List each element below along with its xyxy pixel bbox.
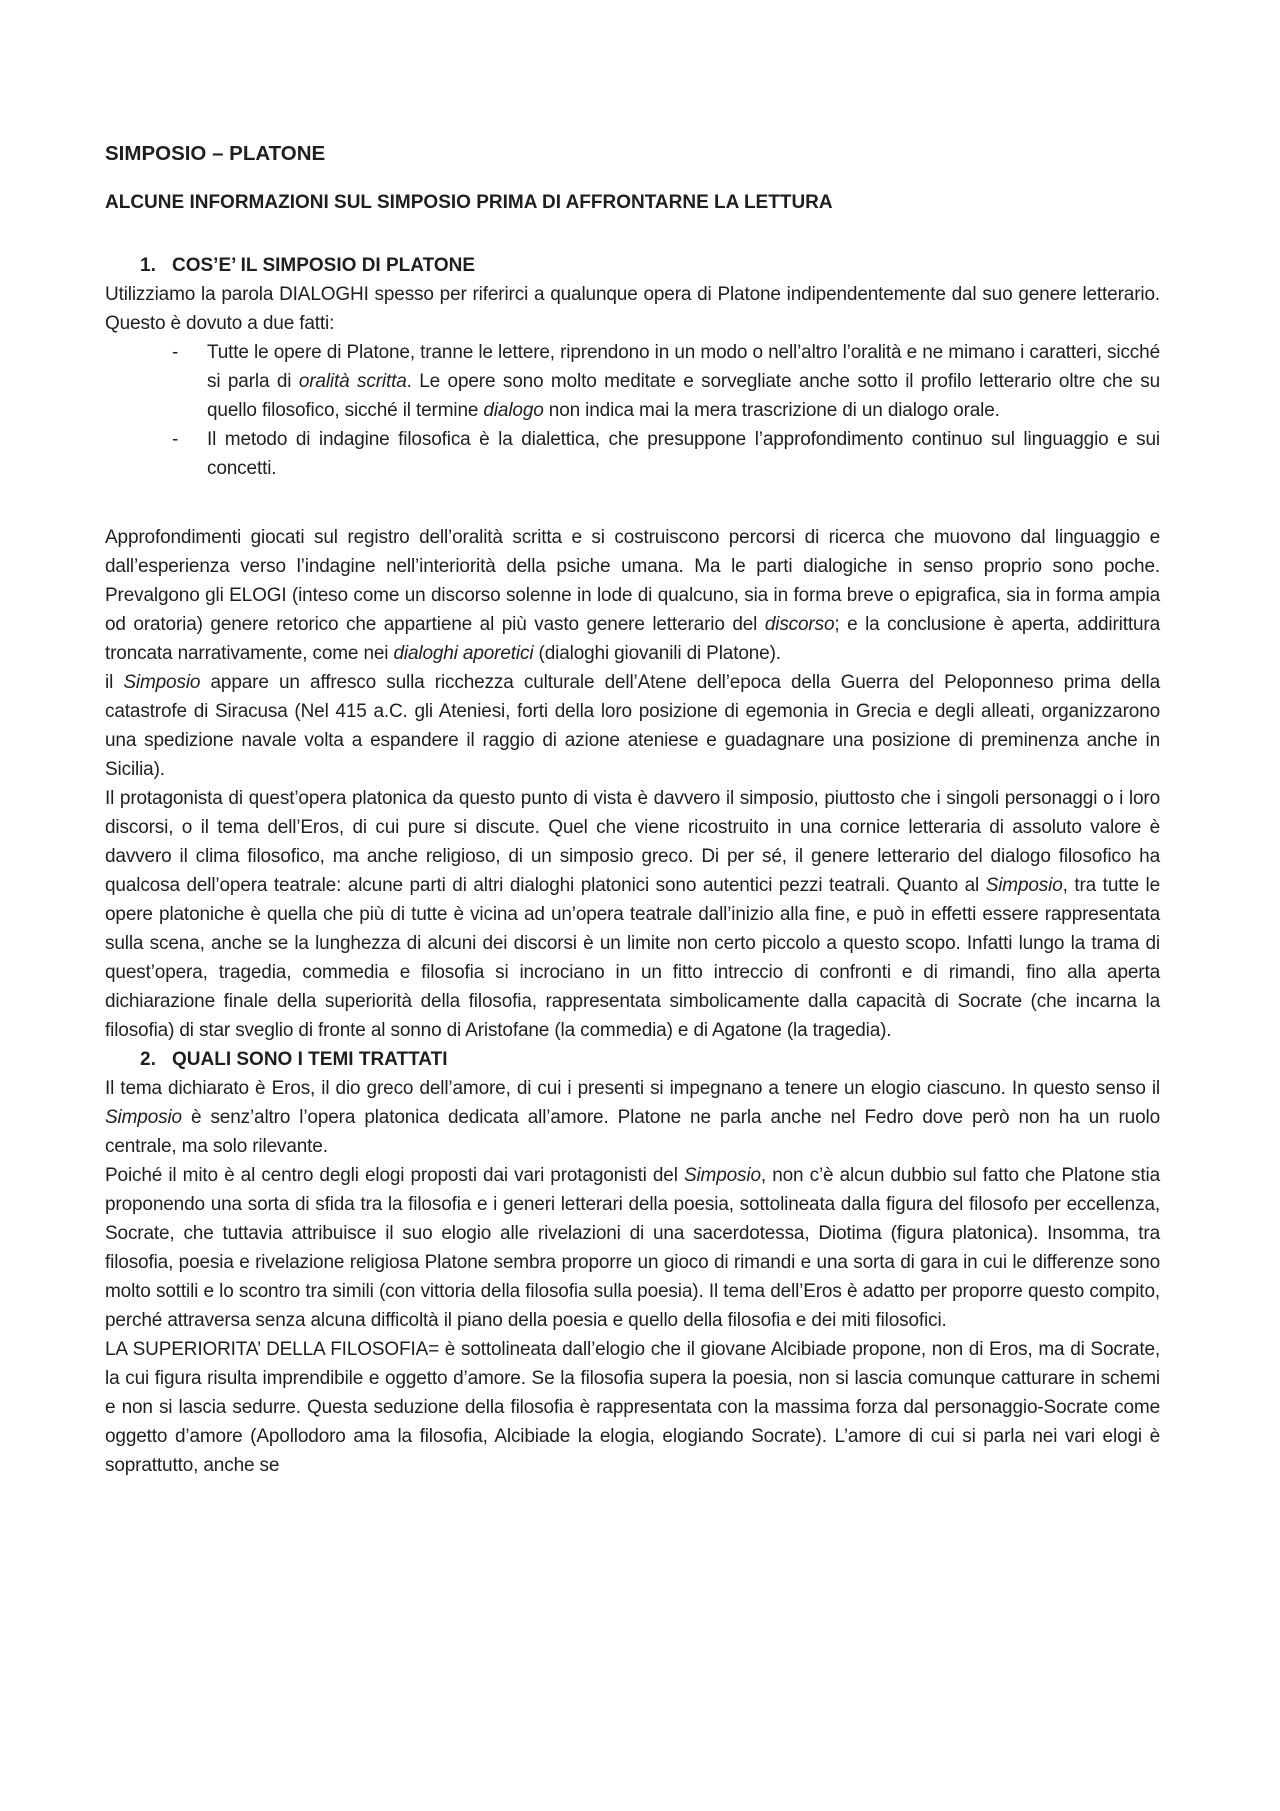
section-2-title: QUALI SONO I TEMI TRATTATI xyxy=(172,1049,448,1070)
doc-subtitle: ALCUNE INFORMAZIONI SUL SIMPOSIO PRIMA DI AFFRONTARNE LA LETTURA xyxy=(105,192,833,213)
section-2-number: 2. xyxy=(140,1049,156,1070)
bullet-marker: - xyxy=(172,429,179,450)
bullet-marker: - xyxy=(172,342,179,363)
paragraph-oralita: Approfondimenti giocati sul registro dell’oralità scritta e si costruiscono percorsi di ricerca che muovono dal linguaggio e dall’esperienza verso l’indagine nell’interiorità della psiche umana. Ma le parti dialogiche in senso proprio sono poche. Prevalgono gli ELOGI (inteso come un discorso solenne in lode di qualcuno, sia in forma breve o epigrafica, sia in forma ampia od oratoria) genere retorico che appartiene al più vasto genere letterario del discorso; e la conclusione è aperta, addirittura troncata narrativamente, come nei dialoghi aporetici (dialoghi giovanili di Platone). xyxy=(105,527,1160,664)
bullet-1-text: Tutte le opere di Platone, tranne le lettere, riprendono in un modo o nell’altro l’oralità e ne mimano i caratteri, sicché si parla di oralità scritta. Le opere sono molto meditate e sorvegliate anche sotto il profilo letterario oltre che su quello filosofico, sicché il termine dialogo non indica mai la mera trascrizione di un dialogo orale. xyxy=(207,342,1161,421)
paragraph-affresco: il Simposio appare un affresco sulla ricchezza culturale dell’Atene dell’epoca della Guerra del Peloponneso prima della catastrofe di Siracusa (Nel 415 a.C. gli Ateniesi, forti della loro posizione di egemonia in Grecia e degli alleati, organizzarono una spedizione navale volta a espandere il raggio di azione ateniese e guadagnare una posizione di preminenza anche in Sicilia). xyxy=(105,672,1160,780)
paragraph-superiorita: LA SUPERIORITA’ DELLA FILOSOFIA= è sottolineata dall’elogio che il giovane Alcibiade propone, non di Eros, ma di Socrate, la cui figura risulta imprendibile e oggetto d’amore. Se la filosofia supera la poesia, non si lascia comunque catturare in schemi e non si lascia sedurre. Questa seduzione della filosofia è rappresentata con la massima forza dal personaggio-Socrate come oggetto d’amore (Apollodoro ama la filosofia, Alcibiade la elogia, elogiando Socrate). L’amore di cui si parla nei vari elogi è soprattutto, anche se xyxy=(105,1339,1160,1476)
bullet-item-2 xyxy=(170,425,1160,483)
section-1-title: COS’E’ IL SIMPOSIO DI PLATONE xyxy=(172,255,475,276)
section-1-number: 1. xyxy=(140,255,156,276)
paragraph-temi: Il tema dichiarato è Eros, il dio greco dell’amore, di cui i presenti si impegnano a tenere un elogio ciascuno. In questo senso il Simposio è senz’altro l’opera platonica dedicata all’amore. Platone ne parla anche nel Fedro dove però non ha un ruolo centrale, ma solo rilevante. xyxy=(105,1078,1160,1157)
paragraph-intro: Utilizziamo la parola DIALOGHI spesso per riferirci a qualunque opera di Platone indipendentemente dal suo genere letterario. Questo è dovuto a due fatti: xyxy=(105,284,1160,334)
section-1-heading xyxy=(140,251,1160,280)
doc-title: SIMPOSIO – PLATONE xyxy=(105,142,326,165)
bullet-item-1 xyxy=(170,338,1160,425)
paragraph-protagonista: Il protagonista di quest’opera platonica da questo punto di vista è davvero il simposio, piuttosto che i singoli personaggi o i loro discorsi, o il tema dell’Eros, di cui pure si discute. Quel che viene ricostruito in una cornice letteraria di assoluto valore è davvero il clima filosofico, ma anche religioso, di un simposio greco. Di per sé, il genere letterario del dialogo filosofico ha qualcosa dell’opera teatrale: alcune parti di altri dialoghi platonici sono autentici pezzi teatrali. Quanto al Simposio, tra tutte le opere platoniche è quella che più di tutte è vicina ad un’opera teatrale dall’inizio alla fine, e può in effetti essere rappresentata sulla scena, anche se la lunghezza di alcuni dei discorsi è un limite non certo piccolo a questo scopo. Infatti lungo la trama di quest’opera, tragedia, commedia e filosofia si incrociano in un fitto intreccio di confronti e di rimandi, fino alla aperta dichiarazione finale della superiorità della filosofia, rappresentata simbolicamente dalla capacità di Socrate (che incarna la filosofia) di star sveglio di fronte al sonno di Aristofane (la commedia) e di Agatone (la tragedia). xyxy=(105,788,1160,1041)
paragraph-mito: Poiché il mito è al centro degli elogi proposti dai vari protagonisti del Simposio, non c’è alcun dubbio sul fatto che Platone stia proponendo una sorta di sfida tra la filosofia e i generi letterari della poesia, sottolineata dalla figura del filosofo per eccellenza, Socrate, che tuttavia attribuisce il suo elogio alle rivelazioni di una sacerdotessa, Diotima (figura platonica). Insomma, tra filosofia, poesia e rivelazione religiosa Platone sembra proporre un gioco di rimandi e una sorta di gara in cui le differenze sono molto sottili e lo scontro tra simili (con vittoria della filosofia sulla poesia). Il tema dell’Eros è adatto per proporre questo compito, perché attraversa senza alcuna difficoltà il piano della poesia e quello della filosofia e dei miti filosofici. xyxy=(105,1165,1160,1331)
bullet-2-text: Il metodo di indagine filosofica è la dialettica, che presuppone l’approfondimento continuo sul linguaggio e sui concetti. xyxy=(207,429,1160,479)
section-2-heading xyxy=(140,1045,1160,1074)
